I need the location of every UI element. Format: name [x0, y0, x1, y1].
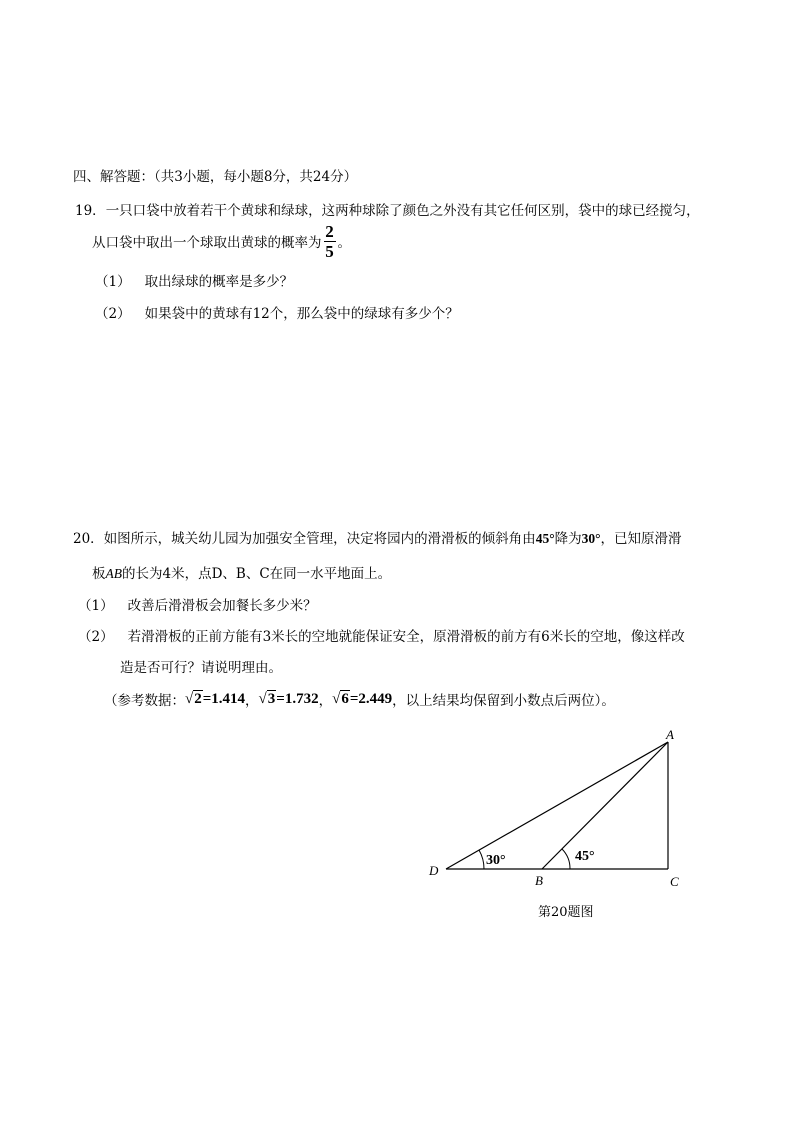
q20-segment-ab: AB	[105, 566, 122, 581]
angle-d-label: 30°	[486, 853, 506, 868]
q19-sub2-label: （2）	[95, 306, 131, 322]
q19-sub1-text: 取出绿球的概率是多少？	[144, 274, 294, 290]
reference-sep1: ，	[245, 693, 259, 709]
q20-line2	[92, 562, 391, 582]
q19-sub2	[95, 302, 459, 322]
q20-sub2	[78, 625, 685, 645]
sqrt-3: √3	[258, 690, 276, 707]
sqrt-3-value: =1.732	[276, 690, 319, 707]
q20-line1-a: 如图所示，城关幼儿园为加强安全管理，决定将园内的滑滑板的倾斜角由	[103, 531, 536, 547]
sqrt-6-value: =2.449	[349, 690, 393, 707]
vertex-b-label: B	[535, 873, 543, 888]
sqrt-2: √2	[185, 690, 202, 707]
q19-line1-text: 一只口袋中放着若干个黄球和绿球，这两种球除了颜色之外没有其它任何区别，袋中的球已经搅匀，	[105, 203, 700, 219]
q20-line1	[73, 527, 682, 547]
q20-sub2-line2: 造是否可行？请说明理由。	[120, 660, 282, 676]
q19-probability-fraction	[324, 223, 336, 260]
reference-sep2: ，	[318, 693, 333, 709]
fraction-numerator: 2	[325, 221, 334, 241]
q20-reference-data	[104, 689, 615, 709]
angle-b-arc	[562, 849, 570, 869]
section-heading: 四、解答题：（共3小题，每小题8分，共24分）	[73, 169, 358, 185]
q20-angle-from: 45°	[535, 531, 555, 546]
reference-prefix: （参考数据：	[104, 693, 185, 709]
sqrt-3-arg: 3	[267, 690, 276, 707]
q20-line2-b: 的长为4米，点D、B、C在同一水平地面上。	[122, 566, 392, 582]
q19-sub1	[95, 270, 293, 290]
angle-d-arc	[479, 850, 484, 869]
sqrt-6: √6	[332, 690, 349, 707]
vertex-d-label: D	[429, 863, 439, 878]
q19-sub2-text: 如果袋中的黄球有12个，那么袋中的绿球有多少个？	[144, 306, 459, 322]
q19-line2-prefix: 从口袋中取出一个球取出黄球的概率为	[92, 235, 322, 251]
fraction-denominator: 5	[325, 241, 334, 261]
q20-sub1	[78, 594, 317, 614]
angle-b-label: 45°	[575, 849, 595, 864]
q20-sub2-text1: 若滑滑板的正前方能有3米长的空地就能保证安全，原滑滑板的前方有6米长的空地，像这样改	[127, 629, 685, 645]
q20-line1-c: ，已知原滑滑	[600, 531, 682, 547]
q20-line2-a: 板	[92, 566, 106, 582]
q19-number: 19．	[75, 203, 106, 219]
line-ab	[542, 742, 668, 869]
sqrt-2-arg: 2	[194, 690, 202, 707]
figure-caption: 第20题图	[538, 905, 594, 920]
q19-line2	[92, 223, 351, 259]
q19-sub1-label: （1）	[95, 274, 131, 290]
q20-sub1-label: （1）	[78, 598, 114, 614]
q19-line1	[75, 199, 700, 219]
q20-sub1-text: 改善后滑滑板会加餐长多少米？	[127, 598, 317, 614]
q20-line1-b: 降为	[554, 531, 582, 547]
reference-suffix: ，以上结果均保留到小数点后两位）。	[392, 693, 615, 709]
q20-angle-to: 30°	[581, 531, 601, 546]
vertex-c-label: C	[670, 874, 679, 889]
slide-triangle-figure	[420, 725, 700, 925]
vertex-a-label: A	[666, 727, 674, 742]
q20-sub2-label: （2）	[78, 629, 114, 645]
q19-line2-suffix: 。	[337, 235, 351, 251]
sqrt-6-arg: 6	[341, 690, 349, 707]
q20-number: 20．	[73, 531, 104, 547]
sqrt-2-value: =1.414	[202, 690, 246, 707]
